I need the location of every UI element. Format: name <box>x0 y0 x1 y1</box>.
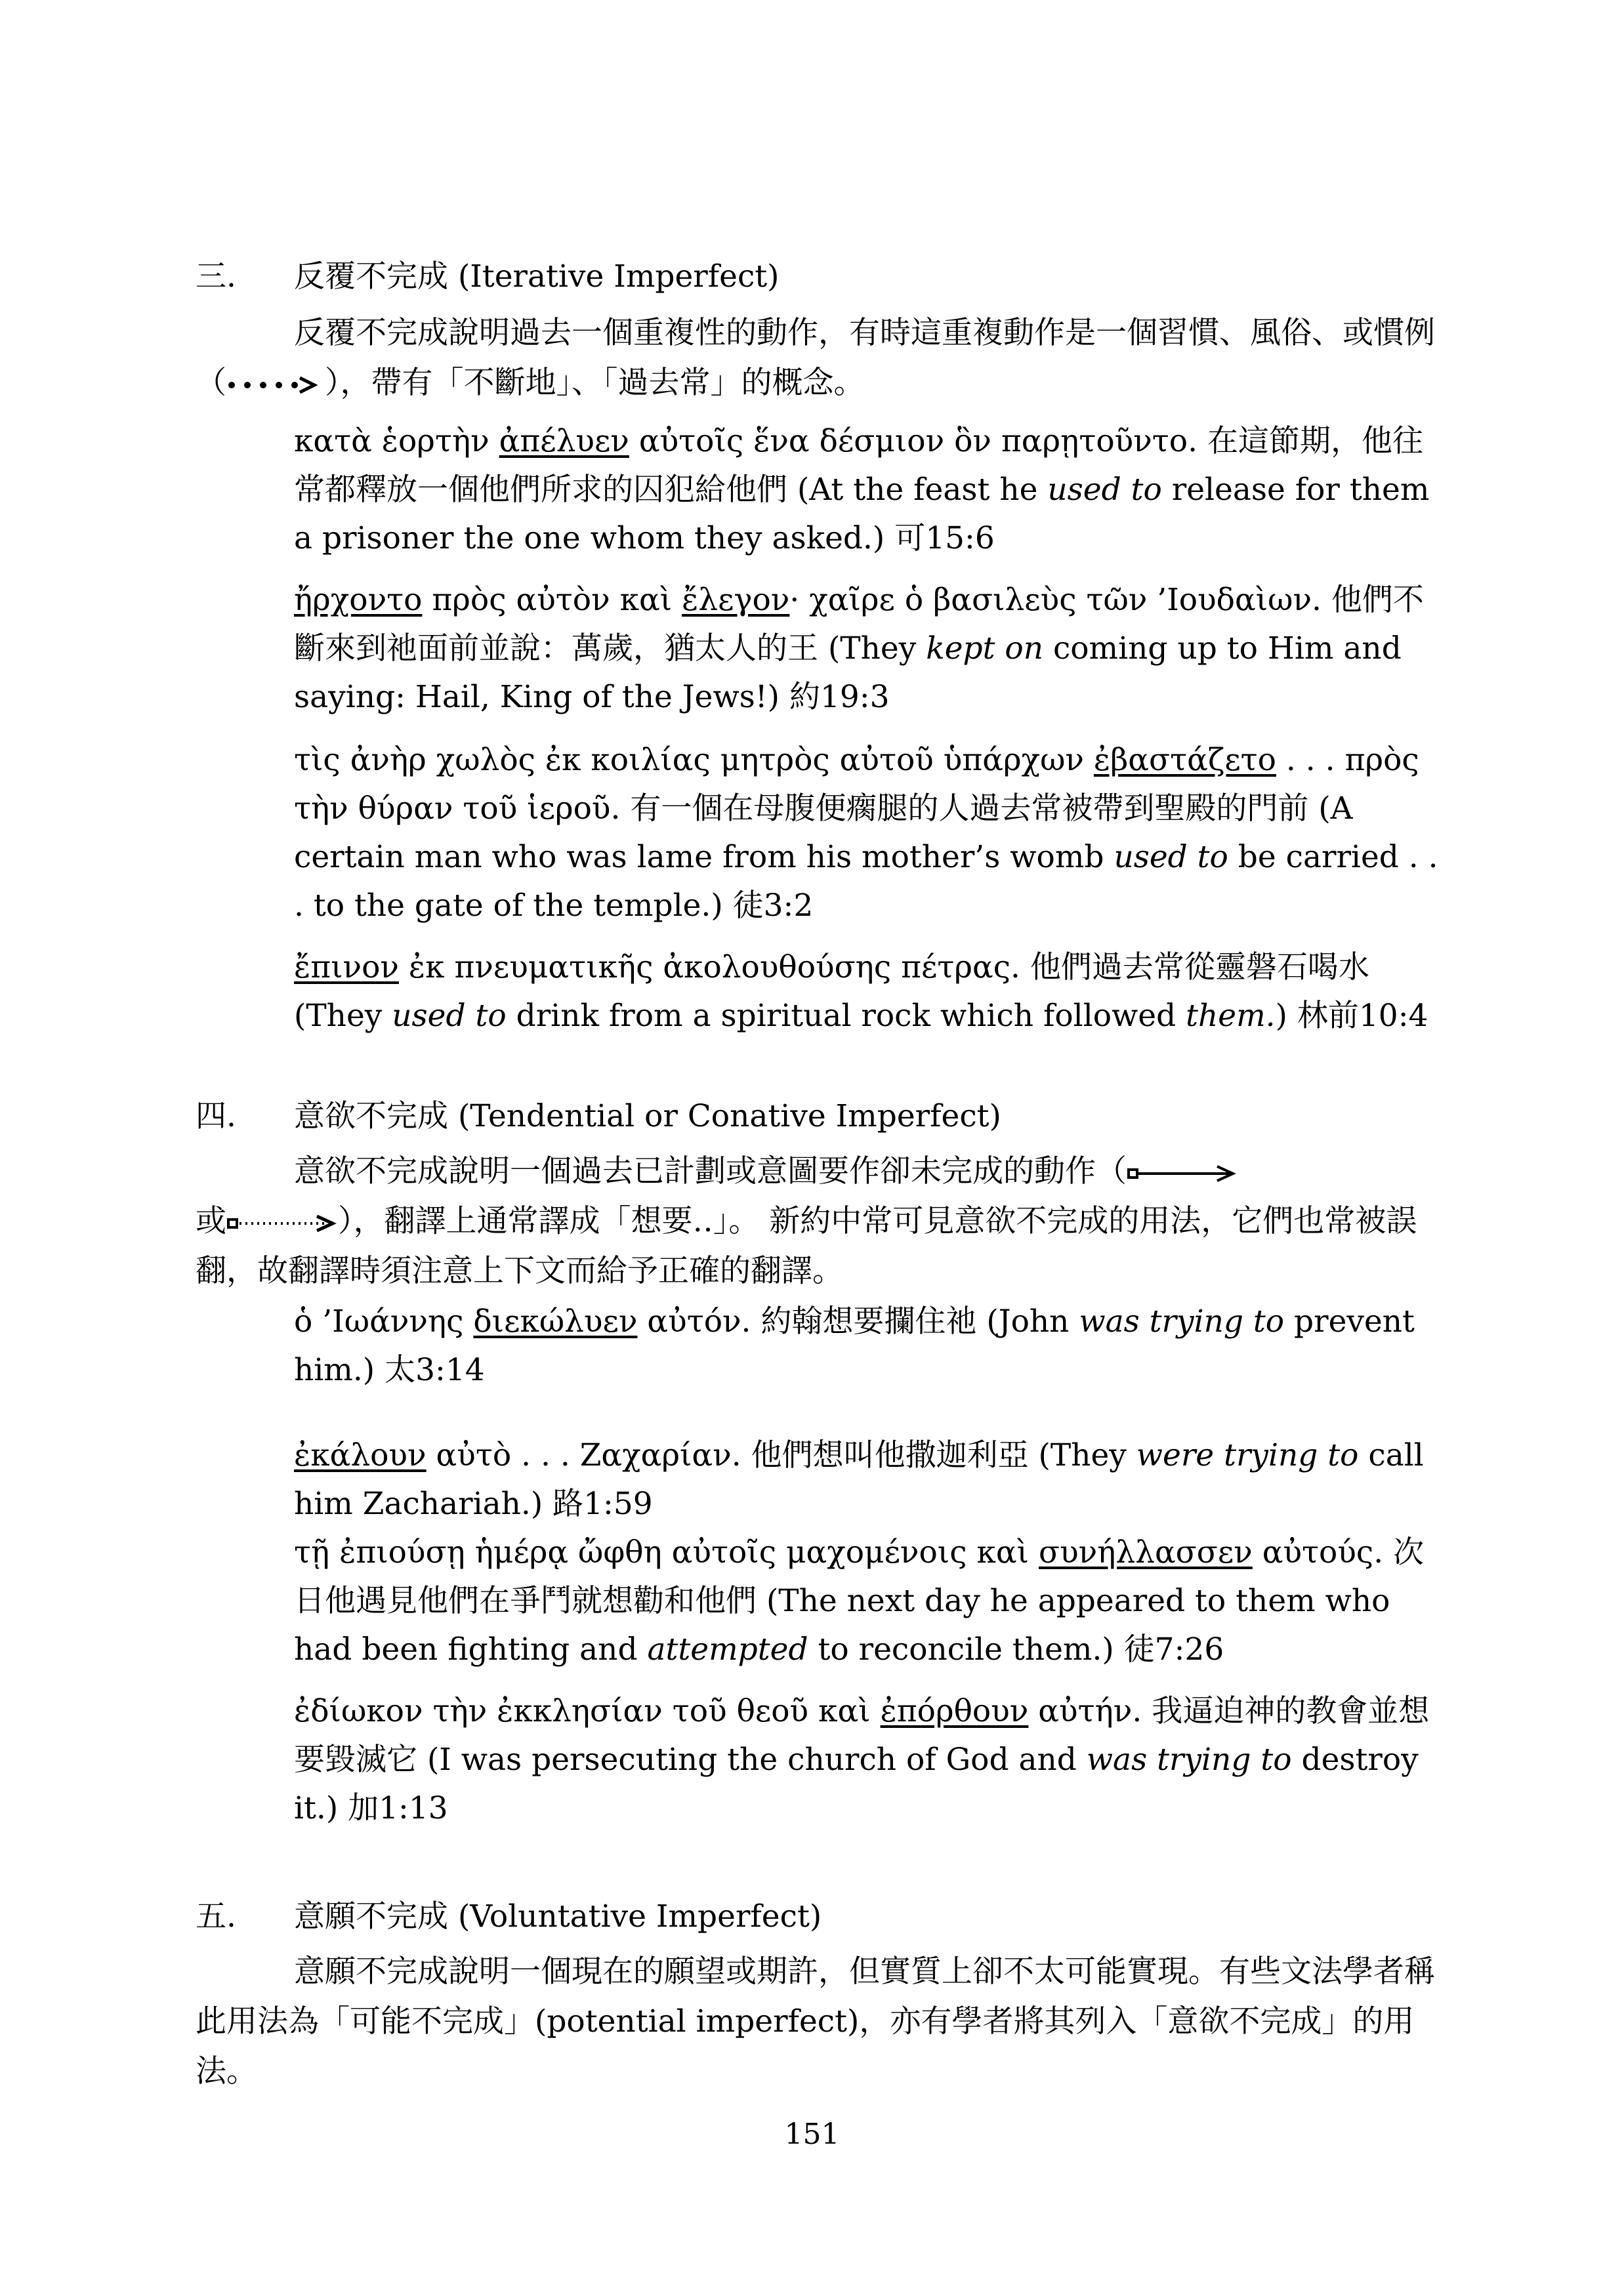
example-item: ἐδίωκον τὴν ἐκκλησίαν τοῦ θεοῦ καὶ ἐπόρθουν αὐτήν. 我逼迫神的教會並想要毀滅它 (I was persecuting the church of God and was trying to destroy it.) 加1:13 <box>294 1693 1430 1826</box>
section-description: 意願不完成說明一個現在的願望或期許，但實質上卻不太可能實現。有些文法學者稱此用法為「可能不完成」(potential imperfect)，亦有學者將其列入「意欲不完成」的用法。 <box>196 1954 1435 2089</box>
section-number: 五. <box>196 1898 236 1935</box>
section-heading-iterative <box>196 257 780 297</box>
example-item: τῇ ἐπιούσῃ ἡμέρᾳ ὤφθη αὐτοῖς μαχομένοις καὶ συνήλλασσεν αὐτούς. 次日他遇見他們在爭鬥就想勸和他們 (The next day he appeared to them who had been fighting and attempted to reconcile them.) 徒7:26 <box>294 1534 1425 1668</box>
example-item: ἐκάλουν αὐτὸ . . . Ζαχαρίαν. 他們想叫他撒迦利亞 (They were trying to call him Zachariah.) 路1:59 <box>294 1437 1424 1522</box>
section-number: 三. <box>196 258 236 295</box>
example-item: ὁ ’Ιωάννης διεκώλυεν αὐτόν. 約翰想要攔住祂 (John was trying to prevent him.) 太3:14 <box>294 1303 1415 1388</box>
scripture-reference: 徒7:26 <box>1123 1631 1224 1668</box>
example-item: τὶς ἀνὴρ χωλὸς ἐκ κοιλίας μητρὸς αὐτοῦ ὑπάρχων ἐβαστάζετο . . . πρὸς τὴν θύραν τοῦ ἱεροῦ. 有一個在母腹便瘸腿的人過去常被帶到聖殿的門前 (A certain man who was lame from his mother’s womb used to be carried . . . to the gate of the temple.) 徒3:2 <box>294 742 1438 924</box>
scripture-reference: 林前10:4 <box>1297 998 1428 1034</box>
scripture-reference: 可15:6 <box>894 520 995 556</box>
solid-arrow-icon <box>1127 1164 1238 1183</box>
dotted-arrow-icon <box>226 375 325 395</box>
scripture-reference: 太3:14 <box>385 1352 485 1388</box>
scripture-reference: 徒3:2 <box>732 888 814 924</box>
page-number: 151 <box>784 2118 840 2151</box>
scripture-reference: 加1:13 <box>348 1790 448 1826</box>
section-heading-tendential <box>196 1097 1001 1136</box>
section-number: 四. <box>196 1098 236 1134</box>
example-item: ἤρχοντο πρὸς αὐτὸν καὶ ἔλεγον· χαῖρε ὁ βασιλεὺς τῶν ’Ιουδαὶων. 他們不斷來到祂面前並說：萬歲，猶太人的王 (They kept on coming up to Him and saying: Hail, King of the Jews!) 約19:3 <box>294 582 1424 715</box>
section-title: 意願不完成 (Voluntative Imperfect) <box>294 1898 822 1935</box>
scripture-reference: 約19:3 <box>789 679 890 715</box>
section-title: 意欲不完成 (Tendential or Conative Imperfect) <box>294 1098 1001 1134</box>
section-description: 反覆不完成說明過去一個重複性的動作，有時這重複動作是一個習慣、風俗、或慣例（ ），帶有「不斷地」、「過去常」的概念。 <box>196 315 1435 401</box>
section-description: 意欲不完成說明一個過去已計劃或意圖要作卻未完成的動作（ 或 ），翻譯上通常譯成「想要‥」。 新約中常可見意欲不完成的用法，它們也常被誤翻，故翻譯時須注意上下文而給予正確的翻譯。 <box>196 1153 1417 1289</box>
scripture-reference: 路1:59 <box>552 1486 653 1522</box>
dotted-arrow-icon <box>226 1214 338 1233</box>
example-item: ἔπινον ἐκ πνευματικῆς ἀκολουθούσης πέτρας. 他們過去常從靈磐石喝水 (They used to drink from a spiritual rock which followed them.) 林前10:4 <box>294 949 1428 1034</box>
section-heading-voluntative <box>196 1897 822 1937</box>
section-title: 反覆不完成 (Iterative Imperfect) <box>294 258 780 295</box>
example-item: κατὰ ἑορτὴν ἀπέλυεν αὐτοῖς ἕνα δέσμιον ὃν παρῃτοῦντο. 在這節期，他往常都釋放一個他們所求的囚犯給他們 (At the feast he used to release for them a prisoner the one whom they asked.) 可15:6 <box>294 423 1430 556</box>
